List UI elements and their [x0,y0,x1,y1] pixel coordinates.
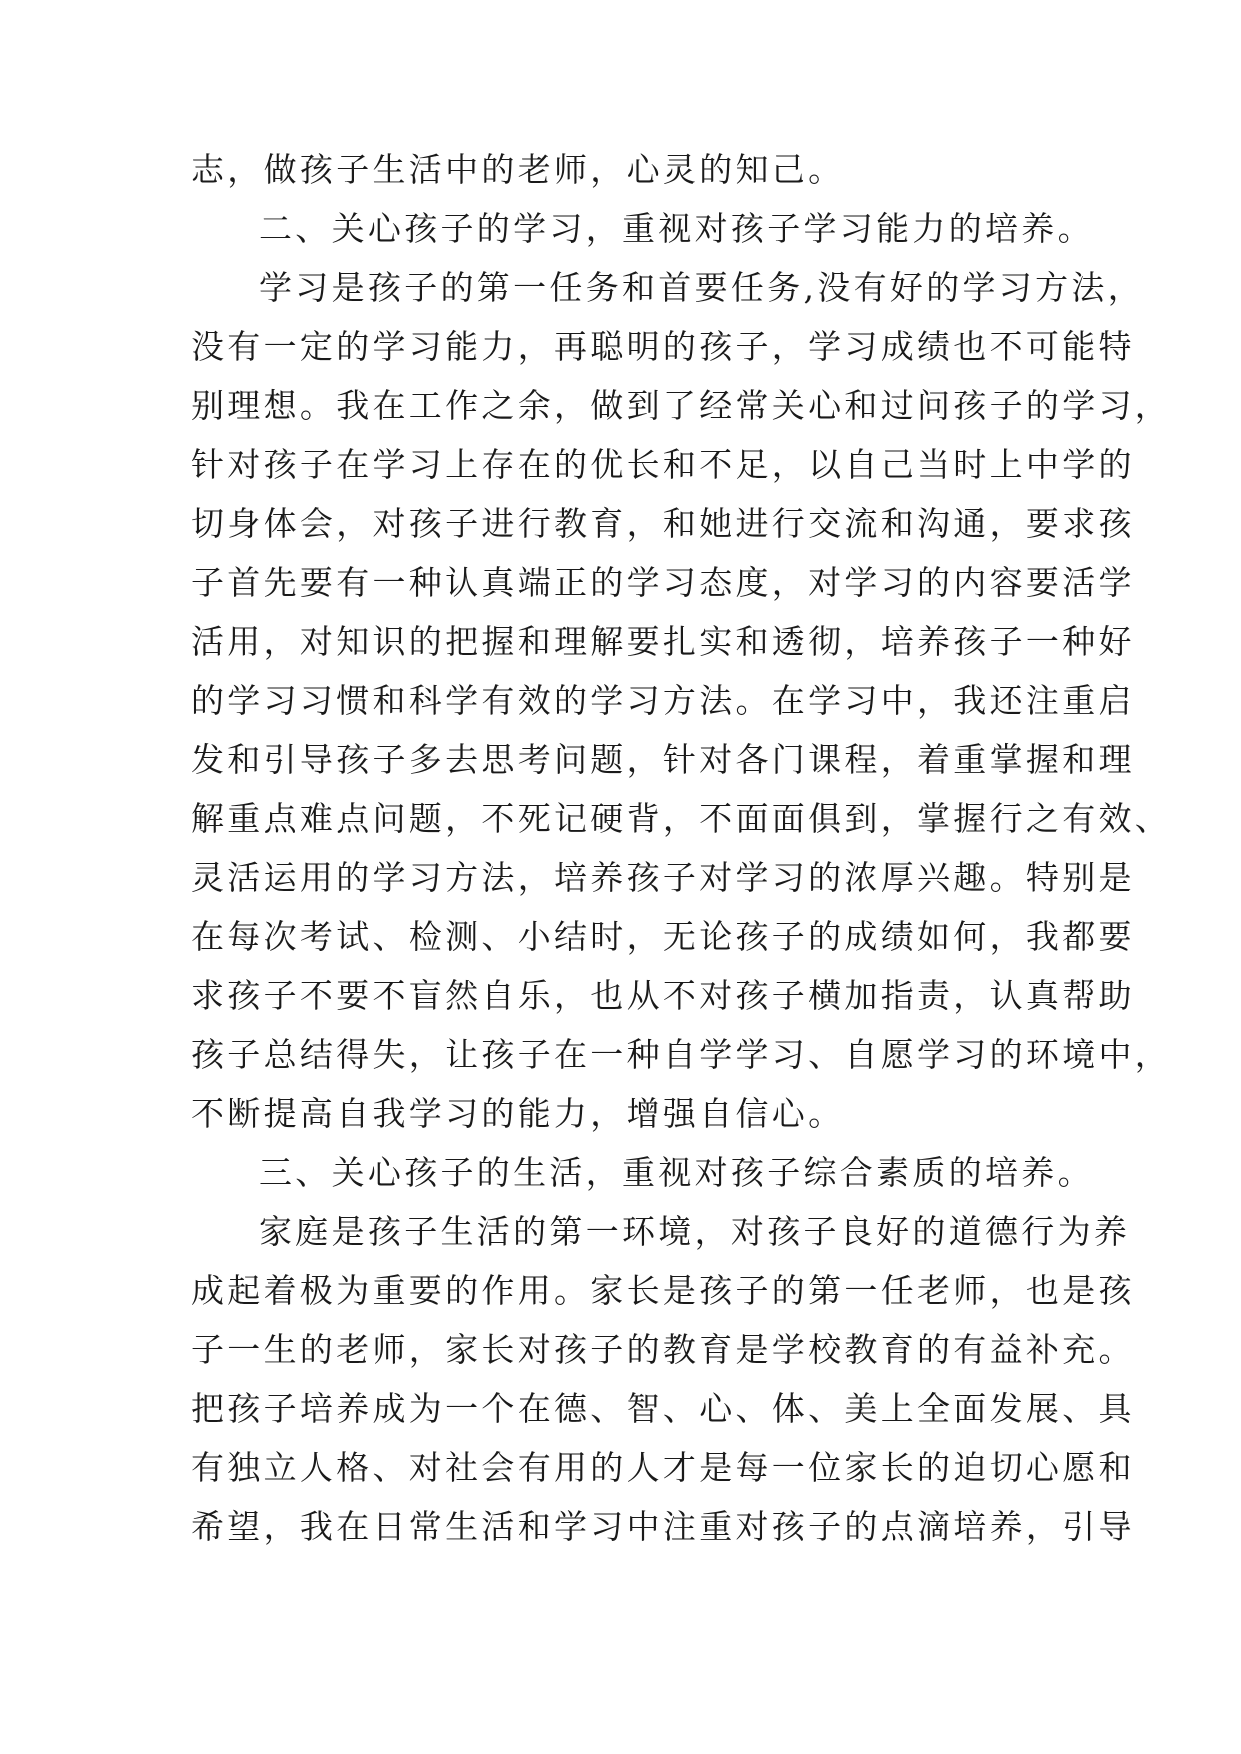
paragraph-line: 在每次考试、检测、小结时，无论孩子的成绩如何，我都要 [191,917,1135,956]
paragraph-line: 别理想。我在工作之余，做到了经常关心和过问孩子的学习， [191,386,1172,425]
paragraph-line: 求孩子不要不盲然自乐，也从不对孩子横加指责，认真帮助 [191,976,1135,1015]
paragraph-line: 子一生的老师，家长对孩子的教育是学校教育的有益补充。 [191,1330,1135,1369]
paragraph-line: 发和引导孩子多去思考问题，针对各门课程，着重掌握和理 [191,740,1135,779]
section-heading-3: 三、关心孩子的生活，重视对孩子综合素质的培养。 [259,1153,1094,1192]
paragraph-line: 解重点难点问题，不死记硬背，不面面俱到，掌握行之有效、 [191,799,1172,838]
paragraph-line: 不断提高自我学习的能力，增强自信心。 [191,1094,845,1133]
paragraph-line: 把孩子培养成为一个在德、智、心、体、美上全面发展、具 [191,1389,1135,1428]
paragraph-line: 学习是孩子的第一任务和首要任务,没有好的学习方法， [259,268,1144,307]
paragraph-line: 没有一定的学习能力，再聪明的孩子，学习成绩也不可能特 [191,327,1135,366]
paragraph-line: 针对孩子在学习上存在的优长和不足，以自己当时上中学的 [191,445,1135,484]
paragraph-line: 子首先要有一种认真端正的学习态度，对学习的内容要活学 [191,563,1135,602]
paragraph-line: 孩子总结得失，让孩子在一种自学学习、自愿学习的环境中， [191,1035,1172,1074]
body-text [191,140,1172,1556]
paragraph-line: 成起着极为重要的作用。家长是孩子的第一任老师，也是孩 [191,1271,1135,1310]
paragraph-line: 活用，对知识的把握和理解要扎实和透彻，培养孩子一种好 [191,622,1135,661]
paragraph-line: 希望，我在日常生活和学习中注重对孩子的点滴培养，引导 [191,1507,1135,1546]
paragraph-line: 的学习习惯和科学有效的学习方法。在学习中，我还注重启 [191,681,1135,720]
paragraph-line: 灵活运用的学习方法，培养孩子对学习的浓厚兴趣。特别是 [191,858,1135,897]
section-heading-2: 二、关心孩子的学习，重视对孩子学习能力的培养。 [259,209,1094,248]
paragraph-line: 家庭是孩子生活的第一环境，对孩子良好的道德行为养 [259,1212,1131,1251]
paragraph-line: 有独立人格、对社会有用的人才是每一位家长的迫切心愿和 [191,1448,1135,1487]
paragraph-line: 切身体会，对孩子进行教育，和她进行交流和沟通，要求孩 [191,504,1135,543]
text-line: 志，做孩子生活中的老师，心灵的知己。 [191,150,845,189]
